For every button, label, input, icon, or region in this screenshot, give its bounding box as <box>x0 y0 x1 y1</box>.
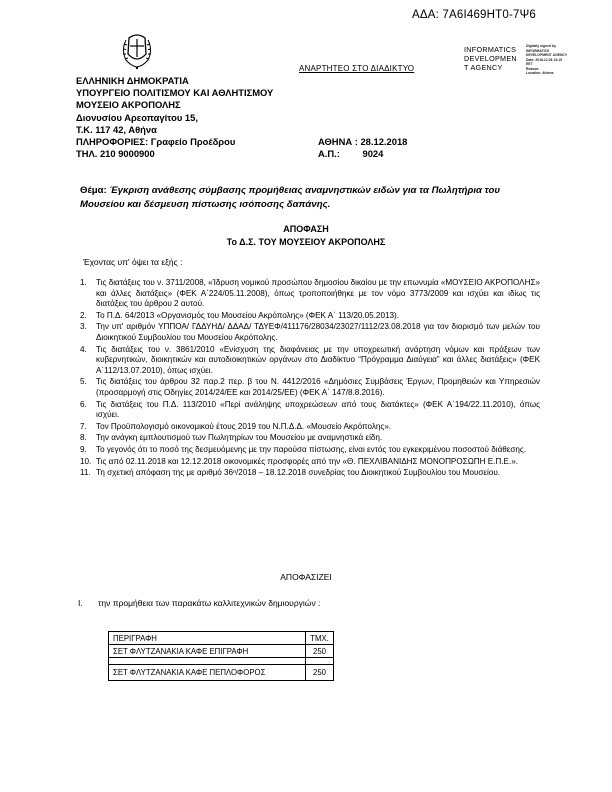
agency-signature-stamp <box>464 45 517 72</box>
decides-heading: ΑΠΟΦΑΣΙΖΕΙ <box>280 572 332 582</box>
signature-line: Reason: <box>526 66 540 71</box>
list-item: 10. Τις από 02.11.2018 και 12.12.2018 οικονομικές προσφορές από την «Θ. ΠΕΧΛΙΒΑΝΙΔΗΣ ΜΟΝΟΠΡΟΣΩΠΗ Ε.Π.Ε.». <box>80 456 519 466</box>
table-header-row <box>109 632 334 645</box>
section-i-num: Ι. <box>78 598 83 608</box>
cell-description: ΣΕΤ ΦΛΥΤΖΑΝΑΚΙΑ ΚΑΦΕ ΠΕΠΛΟΦΟΡΟΣ <box>109 665 306 681</box>
list-item: 11. Τη σχετική απόφαση της με αριθμό 36ⁿ/2018 – 18.12.2018 συνεδρίας του Διοικητικού Συμβουλίου του Μουσείου. <box>80 468 501 478</box>
date-label: ΑΘΗΝΑ : <box>318 136 358 147</box>
header-line: ΥΠΟΥΡΓΕΙΟ ΠΟΛΙΤΙΣΜΟΥ ΚΑΙ ΑΘΛΗΤΙΣΜΟΥ <box>76 87 274 99</box>
cell-quantity: 250 <box>306 645 334 658</box>
signature-line: Location: Athens <box>526 71 554 75</box>
sender-header <box>76 75 273 136</box>
info-contact: ΠΛΗΡΟΦΟΡΙΕΣ: Γραφείο Προέδρου <box>76 136 236 147</box>
agency-line: DEVELOPMEN <box>464 54 517 63</box>
table-row <box>109 665 334 681</box>
ada-code: ΑΔΑ: 7Α6Ι469ΗΤ0-7Ψ6 <box>412 9 537 21</box>
having-regard: Έχοντας υπ' όψει τα εξής : <box>83 257 183 267</box>
list-item: 3. Την υπ' αριθμόν ΥΠΠΟΑ/ ΓΔΔΥΗΔ/ ΔΔΑΔ/ ΤΔΥΕΦ/411176/28034/23027/1112/23.08.2018 για τον διορισμό των μελών του Διοικητικού Συμβουλίου του Μουσείου Ακρόπολης. <box>80 322 540 342</box>
protocol-value: 9024 <box>362 148 384 159</box>
table-row <box>109 645 334 658</box>
list-item: 6. Τις διατάξεις του Π.Δ. 113/2010 «Περί ανάληψης υποχρεώσεων από τους διατάκτες» (ΦΕΚ Α΄194/22.11.2010), όπως ισχύει. <box>80 399 540 420</box>
decision-title: ΑΠΟΦΑΣΗ <box>283 224 329 234</box>
list-item: 8. Την ανάγκη εμπλουτισμού των Πωλητηρίων του Μουσείου με αναμνηστικά είδη. <box>80 433 383 443</box>
list-item: 4. Τις διατάξεις του ν. 3861/2010 «Ενίσχυση της διαφάνειας με την υποχρεωτική ανάρτηση νόμων και πράξεων των κυβερνητικών, διοικητικών και αυτοδιοικητικών οργάνων στο Διαδίκτυο “Πρόγραμμα Διαύγεια” και άλλες διατάξεις» (ΦΕΚ Α΄112/13.07.2010), όπως ισχύει. <box>80 344 540 375</box>
signature-line: INFORMATICS <box>526 48 550 53</box>
header-line: ΕΛΛΗΝΙΚΗ ΔΗΜΟΚΡΑΤΙΑ <box>76 75 189 86</box>
list-item: 7. Τον Προϋπολογισμό οικονομικού έτους 2019 του Ν.Π.Δ.Δ. «Μουσείο Ακρόπολης». <box>80 421 392 431</box>
agency-line: T AGENCY <box>464 63 503 72</box>
decision-subtitle: Το Δ.Σ. ΤΟΥ ΜΟΥΣΕΙΟΥ ΑΚΡΟΠΟΛΗΣ <box>226 237 386 247</box>
section-i-text: την προμήθεια των παρακάτω καλλιτεχνικών δημιουργιών : <box>98 598 321 608</box>
signature-line: Digitally signed by <box>526 44 556 48</box>
subject-text: Έγκριση ανάθεσης σύμβασης προμήθειας αναμνηστικών ειδών για τα Πωλητήρια του Μουσείου και δέσμευση πίστωσης ισόποσης δαπάνης. <box>80 185 501 210</box>
posted-online-label: ΑΝΑΡΤΗΤΕΟ ΣΤΟ ΔΙΑΔΙΚΤΥΟ <box>299 64 415 73</box>
subject <box>80 184 538 211</box>
section-i <box>78 598 321 608</box>
cell-quantity: 250 <box>306 665 334 681</box>
cell-description: ΣΕΤ ΦΛΥΤΖΑΝΑΚΙΑ ΚΑΦΕ ΕΠΙΓΡΑΦΗ <box>109 645 306 658</box>
date-value: 28.12.2018 <box>360 136 408 147</box>
header-description: ΠΕΡΙΓΡΑΦΗ <box>109 632 306 645</box>
list-item: 1. Τις διατάξεις του ν. 3711/2008, «Ίδρυση νομικού προσώπου δημοσίου δικαίου με την επωνυμία «ΜΟΥΣΕΙΟ ΑΚΡΟΠΟΛΗΣ» και άλλες διατάξεις» (ΦΕΚ Α΄224/05.11.2008), όπως τροποποιήθηκε με τον νόμο 3773/2009 και ισχύει και ιδίως τις διατάξεις του άρθρου 2 αυτού. <box>80 278 540 309</box>
subject-label: Θέμα: <box>80 185 107 196</box>
header-line: ΜΟΥΣΕΙΟ ΑΚΡΟΠΟΛΗΣ <box>76 99 181 111</box>
header-quantity: ΤΜΧ. <box>306 632 334 645</box>
list-item: 2. Το Π.Δ. 64/2013 «Οργανισμός του Μουσείου Ακρόπολης» (ΦΕΚ Α΄ 113/20.05.2013). <box>80 310 399 320</box>
greek-emblem-icon <box>120 30 154 70</box>
agency-line: INFORMATICS <box>464 45 517 54</box>
protocol-label: Α.Π.: <box>318 148 340 159</box>
agency-signature-details <box>526 44 567 76</box>
signature-line: Date: 2018.12.28 13:15 <box>526 57 563 62</box>
table-spacer-row <box>109 658 334 665</box>
date-block <box>318 136 407 160</box>
signature-line: EET <box>526 62 533 66</box>
signature-line: DEVELOPMENT AGENCY <box>526 53 568 57</box>
list-item: 5. Τις διατάξεις του άρθρου 32 παρ.2 περ. β του Ν. 4412/2016 «Δημόσιες Συμβάσεις Έργων, Προμηθειών και Υπηρεσιών (προσαρμογή στις Οδηγίες 2014/24/ΕΕ και 2014/25/ΕΕ) (ΦΕΚ Α΄ 147/8.8.2016). <box>80 377 540 397</box>
phone-number: ΤΗΛ. 210 9000900 <box>76 148 155 159</box>
product-table <box>108 631 334 681</box>
considerations-list <box>80 278 540 479</box>
header-line: Διονυσίου Αρεοπαγίτου 15, <box>76 111 198 123</box>
header-line: Τ.Κ. 117 42, Αθήνα <box>76 123 157 135</box>
list-item: 9. Το γεγονός ότι το ποσό της δεσμευόμενης με την παρούσα πίστωσης, είναι εντός του εγκεκριμένου ποσοστού διάθεσης. <box>80 444 527 454</box>
